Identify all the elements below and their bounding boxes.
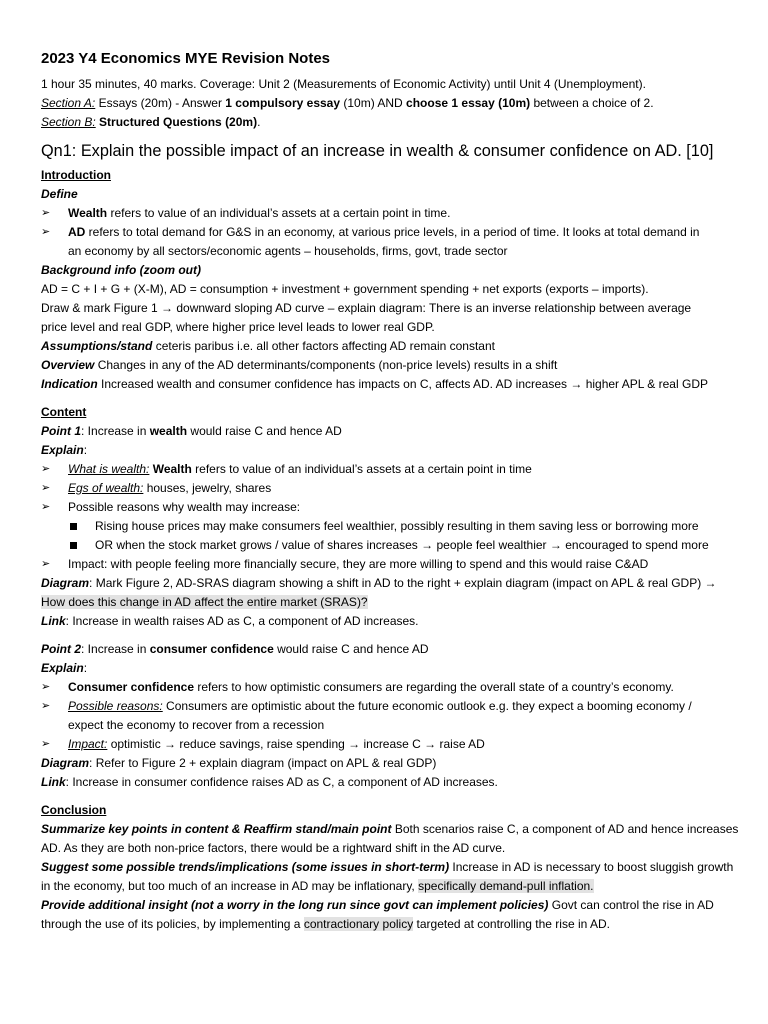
highlighted-text: specifically demand-pull inflation. xyxy=(418,879,594,893)
indication-line: Indication Increased wealth and consumer confidence has impacts on C, affects AD. AD increases → higher APL & real GDP xyxy=(41,377,708,391)
arrow-bullet-icon: ➢ xyxy=(41,558,51,570)
diagram-1-line-cont xyxy=(41,593,741,612)
point-2-line: Point 2: Increase in consumer confidence would raise C and hence AD xyxy=(41,642,429,656)
bullet-possible-reasons-2-cont: expect the economy to recover from a recession xyxy=(68,718,325,732)
link-1-line: Link: Increase in wealth raises AD as C, a component of AD increases. xyxy=(41,614,419,628)
diagram-2-line: Diagram: Refer to Figure 2 + explain diagram (impact on APL & real GDP) xyxy=(41,756,437,770)
bullet-possible-reasons: ➢ Possible reasons why wealth may increase: xyxy=(41,498,741,517)
square-bullet-icon xyxy=(70,542,77,549)
bullet-impact: ➢ Impact: with people feeling more financially secure, they are more willing to spend and this would raise C&AD xyxy=(41,555,741,574)
background-label: Background info (zoom out) xyxy=(41,263,201,277)
introduction-heading: Introduction xyxy=(41,168,111,182)
bullet-possible-reasons-2: ➢ Possible reasons: Consumers are optimistic about the future economic outlook e.g. they expect a booming economy / xyxy=(41,697,741,716)
arrow-bullet-icon: ➢ xyxy=(41,681,51,693)
arrow-bullet-icon: ➢ xyxy=(41,501,51,513)
highlighted-text: How does this change in AD affect the entire market (SRAS)? xyxy=(41,595,368,609)
bullet-egs-of-wealth: ➢ Egs of wealth: houses, jewelry, shares xyxy=(41,479,741,498)
summarize-line-cont: AD. As they are both non-price factors, there would be a rightward shift in the AD curve. xyxy=(41,841,506,855)
arrow-bullet-icon: ➢ xyxy=(41,463,51,475)
insight-line: Provide additional insight (not a worry in the long run since govt can implement policies) Govt can control the rise in AD xyxy=(41,898,714,912)
sub-bullet-house-prices: Rising house prices may make consumers feel wealthier, possibly resulting in them saving less or borrowing more xyxy=(41,517,741,536)
square-bullet-icon xyxy=(70,523,77,530)
highlighted-text: contractionary policy xyxy=(303,917,414,931)
arrow-bullet-icon: ➢ xyxy=(41,738,51,750)
bullet-consumer-confidence: ➢ Consumer confidence refers to how optimistic consumers are regarding the overall state of a country’s economy. xyxy=(41,678,741,697)
explain-label-2: Explain: xyxy=(41,661,88,675)
bullet-wealth-definition: ➢ Wealth refers to value of an individual’s assets at a certain point in time. xyxy=(41,204,741,223)
assumptions-line: Assumptions/stand ceteris paribus i.e. all other factors affecting AD remain constant xyxy=(41,339,495,353)
content-heading: Content xyxy=(41,405,87,419)
document-page xyxy=(41,48,741,934)
document-title: 2023 Y4 Economics MYE Revision Notes xyxy=(41,50,331,67)
explain-label: Explain: xyxy=(41,443,88,457)
bullet-what-is-wealth: ➢ What is wealth: Wealth refers to value of an individual’s assets at a certain point in time xyxy=(41,460,741,479)
bullet-impact-2: ➢ Impact: optimistic → reduce savings, raise spending → increase C → raise AD xyxy=(41,735,741,754)
link-2-line: Link: Increase in consumer confidence raises AD as C, a component of AD increases. xyxy=(41,775,498,789)
draw-figure-line: Draw & mark Figure 1 → downward sloping AD curve – explain diagram: There is an inverse relationship between average xyxy=(41,301,692,315)
exam-info-line: 1 hour 35 minutes, 40 marks. Coverage: Unit 2 (Measurements of Economic Activity) until Unit 4 (Unemployment). xyxy=(41,77,646,91)
summarize-line: Summarize key points in content & Reaffirm stand/main point Both scenarios raise C, a component of AD and hence increases xyxy=(41,822,739,836)
section-b-line: Section B: Structured Questions (20m). xyxy=(41,115,261,129)
suggest-line: Suggest some possible trends/implications (some issues in short-term) Increase in AD is necessary to boost sluggish growth xyxy=(41,860,734,874)
bullet-ad-definition-cont: an economy by all sectors/economic agents – households, firms, govt, trade sector xyxy=(68,244,508,258)
arrow-bullet-icon: ➢ xyxy=(41,226,51,238)
sub-bullet-stock-market: OR when the stock market grows / value of shares increases → people feel wealthier → encouraged to spend more xyxy=(41,536,741,555)
draw-figure-line-cont: price level and real GDP, where higher price level leads to lower real GDP. xyxy=(41,320,435,334)
bullet-ad-definition: ➢ AD refers to total demand for G&S in an economy, at various price levels, in a period of time. It looks at total demand in xyxy=(41,223,741,242)
suggest-line-cont: in the economy, but too much of an increase in AD may be inflationary, specifically demand-pull inflation. xyxy=(41,879,594,893)
insight-line-cont: through the use of its policies, by implementing a contractionary policy targeted at controlling the rise in AD. xyxy=(41,917,610,931)
arrow-bullet-icon: ➢ xyxy=(41,700,51,712)
overview-line: Overview Changes in any of the AD determinants/components (non-price levels) results in a shift xyxy=(41,358,558,372)
section-a-line: Section A: Essays (20m) - Answer 1 compulsory essay (10m) AND choose 1 essay (10m) between a choice of 2. xyxy=(41,96,654,110)
arrow-bullet-icon: ➢ xyxy=(41,482,51,494)
arrow-bullet-icon: ➢ xyxy=(41,207,51,219)
diagram-1-line: Diagram: Mark Figure 2, AD-SRAS diagram showing a shift in AD to the right + explain diagram (impact on APL & real GDP) → xyxy=(41,576,717,590)
question-heading: Qn1: Explain the possible impact of an increase in wealth & consumer confidence on AD. [10] xyxy=(41,142,714,160)
conclusion-heading: Conclusion xyxy=(41,803,107,817)
section-b-label: Section B: xyxy=(41,115,96,129)
ad-formula: AD = C + I + G + (X-M), AD = consumption + investment + government spending + net exports (exports – imports). xyxy=(41,282,649,296)
section-a-label: Section A: xyxy=(41,96,96,110)
define-label: Define xyxy=(41,187,78,201)
point-1-line: Point 1: Increase in wealth would raise C and hence AD xyxy=(41,424,342,438)
